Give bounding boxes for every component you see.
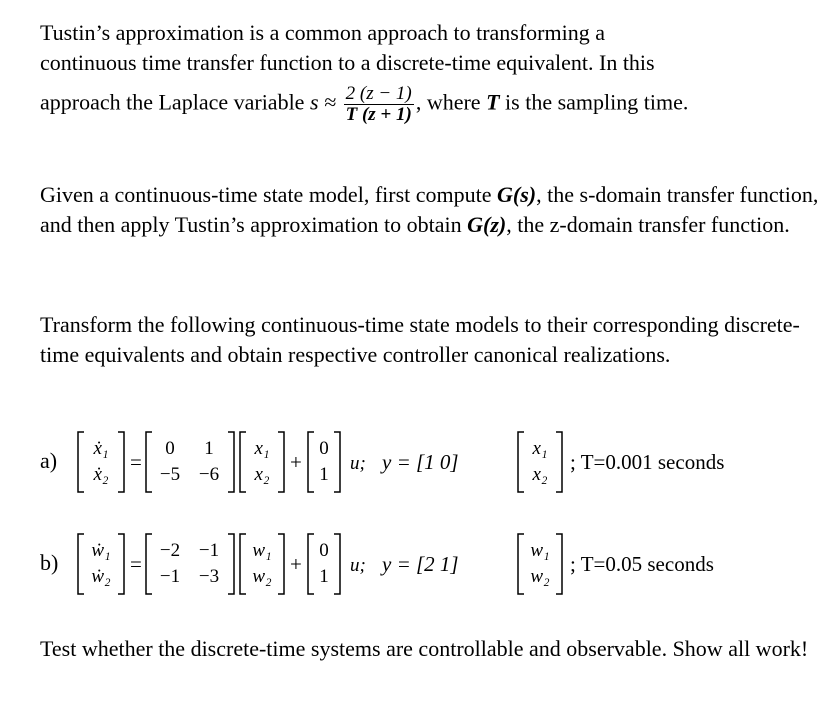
A-matrix: 0 1 −5 −6 bbox=[144, 430, 236, 494]
s-symbol: s ≈ bbox=[309, 89, 337, 115]
problem-b-label: b) bbox=[40, 550, 59, 575]
Gs-symbol: G(s) bbox=[497, 182, 537, 207]
transform-paragraph: Transform the following continuous-time state models to their corresponding discrete-time equivalents and obtain respective controller canonical realizations. bbox=[40, 312, 800, 367]
Gz-symbol: G(z) bbox=[467, 212, 507, 237]
state-vector: w₁ w₂ bbox=[238, 532, 286, 596]
state-vector: x₁ x₂ bbox=[238, 430, 286, 494]
intro-line-2: continuous time transfer function to a discrete-time equivalent. In this bbox=[40, 50, 655, 75]
B-vector: 0 1 bbox=[306, 532, 342, 596]
lhs-vector: ẋ₁ ẋ₂ bbox=[76, 430, 126, 494]
final-instruction: Test whether the discrete-time systems are controllable and observable. Show all work! bbox=[40, 636, 809, 661]
B-vector: 0 1 bbox=[306, 430, 342, 494]
lhs-vector: ẇ₁ ẇ₂ bbox=[76, 532, 126, 596]
tustin-fraction: $\frac{2 (z - 1)}{T (z + 1)}$ bbox=[345, 83, 412, 125]
output-state-vector: x₁ x₂ bbox=[516, 430, 564, 494]
intro-paragraph bbox=[40, 18, 830, 125]
output-state-vector: w₁ w₂ bbox=[516, 532, 564, 596]
T-symbol: T bbox=[486, 89, 500, 115]
output-equation: y = [1 0] bbox=[382, 450, 459, 474]
sampling-time-a: ; T=0.001 seconds bbox=[570, 450, 725, 474]
output-equation: y = [2 1] bbox=[382, 552, 459, 576]
A-matrix: −2 −1 −1 −3 bbox=[144, 532, 236, 596]
intro-line-1: Tustin’s approximation is a common approach to transforming a bbox=[40, 20, 605, 45]
instructions-paragraph: Given a continuous-time state model, first compute G(s), the s-domain transfer function, and then apply Tustin’s approximation to obtain G(z), the z-domain transfer function. bbox=[40, 182, 819, 237]
intro-line-3: approach the Laplace variable s ≈ $\frac{2 (z - 1)}{T (z + 1)}$ , where T is the sampling time. bbox=[40, 83, 689, 125]
problem-a-label: a) bbox=[40, 448, 58, 473]
sampling-time-b: ; T=0.05 seconds bbox=[570, 552, 714, 576]
